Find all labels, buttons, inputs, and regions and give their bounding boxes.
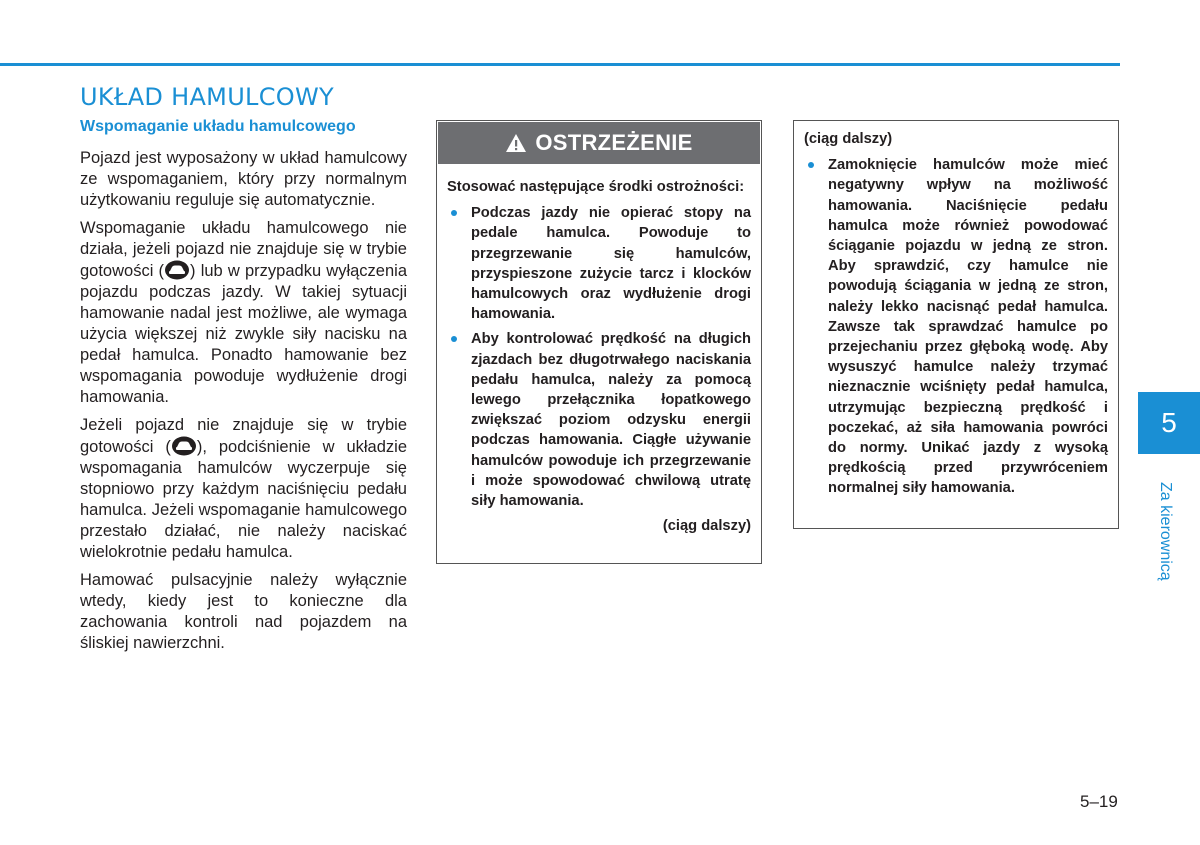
top-rule bbox=[0, 63, 1120, 66]
continued-heading: (ciąg dalszy) bbox=[804, 131, 893, 147]
paragraph-3-part-b: ), podciśnienie w układzie wspomagania hamulców wyczerpuje się stopniowo przy każdym naciśnięciu pedału hamulca. Jeżeli wspomaganie hamulcowego przestało działać, nie należy naciskać wielokrotnie pedału hamulca. bbox=[80, 438, 407, 561]
warning-box bbox=[436, 120, 762, 564]
paragraph-2 bbox=[80, 218, 407, 408]
section-title: UKŁAD HAMULCOWY bbox=[80, 83, 334, 111]
chapter-label: Za kierownicą bbox=[1157, 482, 1174, 581]
warning-title: OSTRZEŻENIE bbox=[535, 130, 693, 155]
warning-header bbox=[438, 122, 760, 164]
bullet-dot-icon bbox=[451, 336, 457, 342]
chapter-tab: 5 bbox=[1138, 392, 1200, 454]
continued-list bbox=[804, 155, 1108, 498]
bullet-dot-icon bbox=[451, 210, 457, 216]
paragraph-1: Pojazd jest wyposażony w układ hamulcowy ze wspomaganiem, który przy normalnym użytkowaniu reguluje się automatycznie. bbox=[80, 149, 407, 209]
bullet-dot-icon bbox=[808, 162, 814, 168]
car-ready-icon bbox=[171, 436, 197, 456]
paragraph-2-part-b: ) lub w przypadku wyłączenia pojazdu podczas jazdy. W takiej sytuacji hamowanie nadal jest możliwe, ale wymaga użycia większej niż zwykle siły nacisku na pedał hamulca. Ponadto hamowanie bez wspomagania powoduje wydłużenie drogi hamowania. bbox=[80, 262, 407, 406]
body-text-column bbox=[80, 148, 407, 661]
paragraph-4: Hamować pulsacyjnie należy wyłącznie wtedy, kiedy jest to konieczne dla zachowania kontroli nad pojazdem na śliskiej nawierzchni. bbox=[80, 571, 407, 652]
car-ready-icon bbox=[164, 260, 190, 280]
warning-intro: Stosować następujące środki ostrożności: bbox=[447, 179, 745, 195]
list-item: Zamoknięcie hamulców może mieć negatywny wpływ na możliwość hamowania. Naciśnięcie pedału hamulca może również powodować ściąganie pojazdu w jedną ze stron. Aby sprawdzić, czy hamulce nie powodują ściągania w jedną ze stron, należy lekko nacisnąć pedał hamulca. Zawsze tak sprawdzać hamulce po przejechaniu przez głęboką wodę. Aby wysuszyć hamulce należy trzymać nieznacznie wciśnięty pedał hamulca, utrzymując bezpieczną prędkość i poczekać, aż siła hamowania powróci do normy. Unikać jazdy z wysoką prędkością przed przywróceniem normalnej siły hamowania. bbox=[804, 155, 1108, 498]
paragraph-3 bbox=[80, 415, 407, 563]
subsection-title: Wspomaganie układu hamulcowego bbox=[80, 118, 356, 135]
page-number: 5–19 bbox=[1080, 792, 1118, 811]
warning-list bbox=[447, 203, 751, 511]
paragraph-2-part-a: Wspomaganie układu hamulcowego nie działa, jeżeli pojazd nie znajduje się w trybie gotowości ( bbox=[80, 219, 407, 280]
list-item: Aby kontrolować prędkość na długich zjazdach bez długotrwałego naciskania pedału hamulca, należy za pomocą lewego przełącznika łopatkowego zwiększać poziom odzysku energii podczas hamowania. Ciągłe używanie hamulców powoduje ich przegrzewanie i może spowodować chwilową utratę siły hamowania. bbox=[447, 329, 751, 511]
continued-note: (ciąg dalszy) bbox=[662, 518, 751, 535]
paragraph-3-part-a: Jeżeli pojazd nie znajduje się w trybie gotowości ( bbox=[80, 416, 407, 456]
continued-warning-box bbox=[793, 120, 1119, 529]
list-item: Podczas jazdy nie opierać stopy na pedale hamulca. Powoduje to przegrzewanie się hamulców, przyspieszone zużycie tarcz i klocków hamulcowych oraz wydłużenie drogi hamowania. bbox=[447, 203, 751, 324]
warning-triangle-icon bbox=[505, 133, 527, 153]
warning-body bbox=[437, 165, 761, 536]
